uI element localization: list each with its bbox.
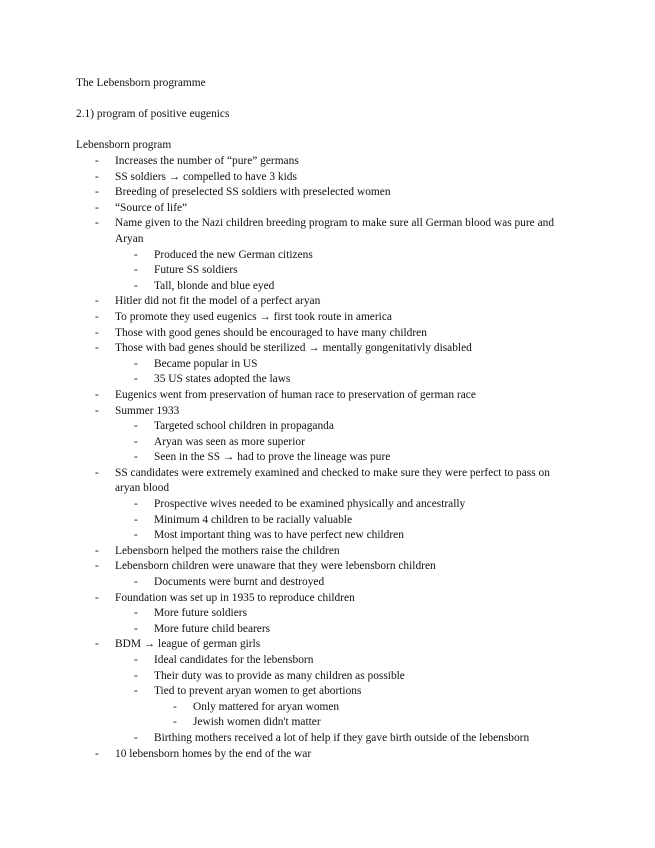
dash-bullet: - [134, 279, 138, 292]
list-item [0, 450, 554, 466]
dash-bullet: - [134, 576, 138, 589]
list-item [0, 731, 554, 747]
list-item [0, 248, 554, 264]
list-item-text: Their duty was to provide as many children as possible [154, 669, 405, 682]
list-item-text: Most important thing was to have perfect new children [154, 529, 404, 542]
list-item-text: Eugenics went from preservation of human race to preservation of german race [115, 388, 476, 401]
dash-bullet: - [134, 248, 138, 261]
dash-bullet: - [95, 186, 99, 199]
list-item-text: “Source of life” [115, 201, 188, 214]
list-item-text: Birthing mothers received a lot of help if they gave birth outside of the lebensborn [154, 731, 530, 744]
list-item-text: Only mattered for aryan women [193, 700, 340, 713]
dash-bullet: - [95, 342, 99, 355]
dash-bullet: - [95, 155, 99, 167]
list-item-text: Minimum 4 children to be racially valuable [154, 513, 353, 526]
list-item [0, 310, 575, 326]
dash-bullet: - [95, 326, 99, 339]
list-item [0, 513, 554, 529]
list-item [0, 622, 554, 638]
dash-bullet: - [95, 404, 99, 417]
dash-bullet: - [95, 170, 99, 183]
bullet-list [0, 154, 655, 762]
dash-bullet: - [95, 217, 99, 230]
list-item [0, 684, 554, 700]
list-item [0, 435, 554, 451]
list-item [0, 372, 554, 388]
list-item-text: SS soldiers → compelled to have 3 kids [115, 170, 297, 183]
list-item [0, 653, 554, 669]
list-item-text: Ideal candidates for the lebensborn [154, 654, 314, 666]
list-item [0, 185, 575, 201]
list-item [0, 497, 554, 513]
list-item [0, 528, 554, 544]
list-item [0, 294, 575, 310]
dash-bullet: - [134, 420, 138, 433]
dash-bullet: - [134, 264, 138, 277]
list-item-text: Future SS soldiers [154, 264, 238, 277]
list-item [0, 341, 575, 357]
list-item [0, 404, 575, 420]
list-item [0, 216, 575, 247]
dash-bullet: - [134, 622, 138, 635]
dash-bullet: - [134, 357, 138, 370]
dash-bullet: - [95, 310, 99, 323]
dash-bullet: - [134, 435, 138, 448]
list-item [0, 544, 575, 560]
list-item-text: Those with good genes should be encouraged to have many children [115, 326, 427, 339]
list-item-text: Lebensborn children were unaware that they were lebensborn children [115, 560, 436, 573]
list-item [0, 419, 554, 435]
dash-bullet: - [95, 560, 99, 573]
dash-bullet: - [95, 295, 99, 308]
list-item [0, 669, 554, 685]
list-item-text: Lebensborn helped the mothers raise the children [115, 544, 340, 557]
dash-bullet: - [134, 513, 138, 526]
list-item-text: Breeding of preselected SS soldiers with preselected women [115, 186, 391, 199]
list-item-text: 10 lebensborn homes by the end of the war [115, 747, 312, 760]
list-item-text: Hitler did not fit the model of a perfect aryan [115, 295, 321, 308]
list-item-text: 35 US states adopted the laws [154, 373, 291, 386]
dash-bullet: - [134, 685, 138, 698]
list-item [0, 388, 575, 404]
list-item-text: Seen in the SS → had to prove the lineage was pure [154, 451, 391, 464]
section-heading: Lebensborn program [76, 139, 172, 151]
list-item-text: More future child bearers [154, 622, 271, 635]
list-item [0, 715, 553, 731]
list-item-text: Prospective wives needed to be examined physically and ancestrally [154, 498, 466, 511]
list-item-text: Documents were burnt and destroyed [154, 576, 325, 589]
list-item-text: To promote they used eugenics → first took route in america [115, 310, 392, 323]
list-item-text: SS candidates were extremely examined and checked to make sure they were perfect to pass on aryan blood [115, 466, 550, 495]
dash-bullet: - [95, 638, 99, 651]
list-item-text: Name given to the Nazi children breeding program to make sure all German blood was pure and Aryan [115, 217, 555, 245]
dash-bullet: - [134, 498, 138, 511]
dash-bullet: - [134, 373, 138, 386]
section-subtitle: 2.1) program of positive eugenics [76, 108, 230, 120]
dash-bullet: - [95, 747, 99, 760]
list-item-text: Aryan was seen as more superior [154, 435, 305, 448]
dash-bullet: - [95, 201, 99, 214]
list-item [0, 279, 554, 295]
list-item-text: Produced the new German citizens [154, 248, 313, 261]
list-item [0, 700, 553, 716]
list-item [0, 154, 575, 170]
dash-bullet: - [134, 607, 138, 620]
dash-bullet: - [134, 451, 138, 464]
list-item-text: Became popular in US [154, 357, 258, 370]
list-item-text: Summer 1933 [115, 404, 180, 417]
list-item [0, 606, 554, 622]
dash-bullet: - [95, 388, 99, 401]
dash-bullet: - [134, 669, 138, 682]
list-item [0, 326, 575, 342]
list-item-text: Those with bad genes should be sterilized → mentally gongenitativly disabled [115, 342, 472, 355]
list-item [0, 201, 575, 217]
dash-bullet: - [134, 654, 138, 666]
list-item [0, 747, 575, 763]
list-item-text: BDM → league of german girls [115, 638, 261, 651]
dash-bullet: - [134, 731, 138, 744]
list-item-text: Jewish women didn't matter [193, 716, 321, 729]
dash-bullet: - [95, 591, 99, 604]
list-item-text: Increases the number of “pure” germans [115, 155, 299, 167]
dash-bullet: - [95, 544, 99, 557]
dash-bullet: - [173, 700, 177, 713]
list-item [0, 637, 575, 653]
dash-bullet: - [95, 466, 99, 479]
list-item [0, 170, 575, 186]
document-title: The Lebensborn programme [76, 77, 206, 89]
list-item-text: Tall, blonde and blue eyed [154, 279, 275, 292]
list-item-text: Targeted school children in propaganda [154, 420, 334, 433]
list-item [0, 263, 554, 279]
list-item-text: Tied to prevent aryan women to get abortions [154, 685, 362, 698]
list-item [0, 575, 554, 591]
list-item [0, 591, 575, 607]
list-item-text: Foundation was set up in 1935 to reproduce children [115, 591, 355, 604]
list-item [0, 466, 575, 497]
dash-bullet: - [134, 529, 138, 542]
list-item-text: More future soldiers [154, 607, 247, 620]
dash-bullet: - [173, 716, 177, 729]
list-item [0, 559, 575, 575]
list-item [0, 357, 554, 373]
